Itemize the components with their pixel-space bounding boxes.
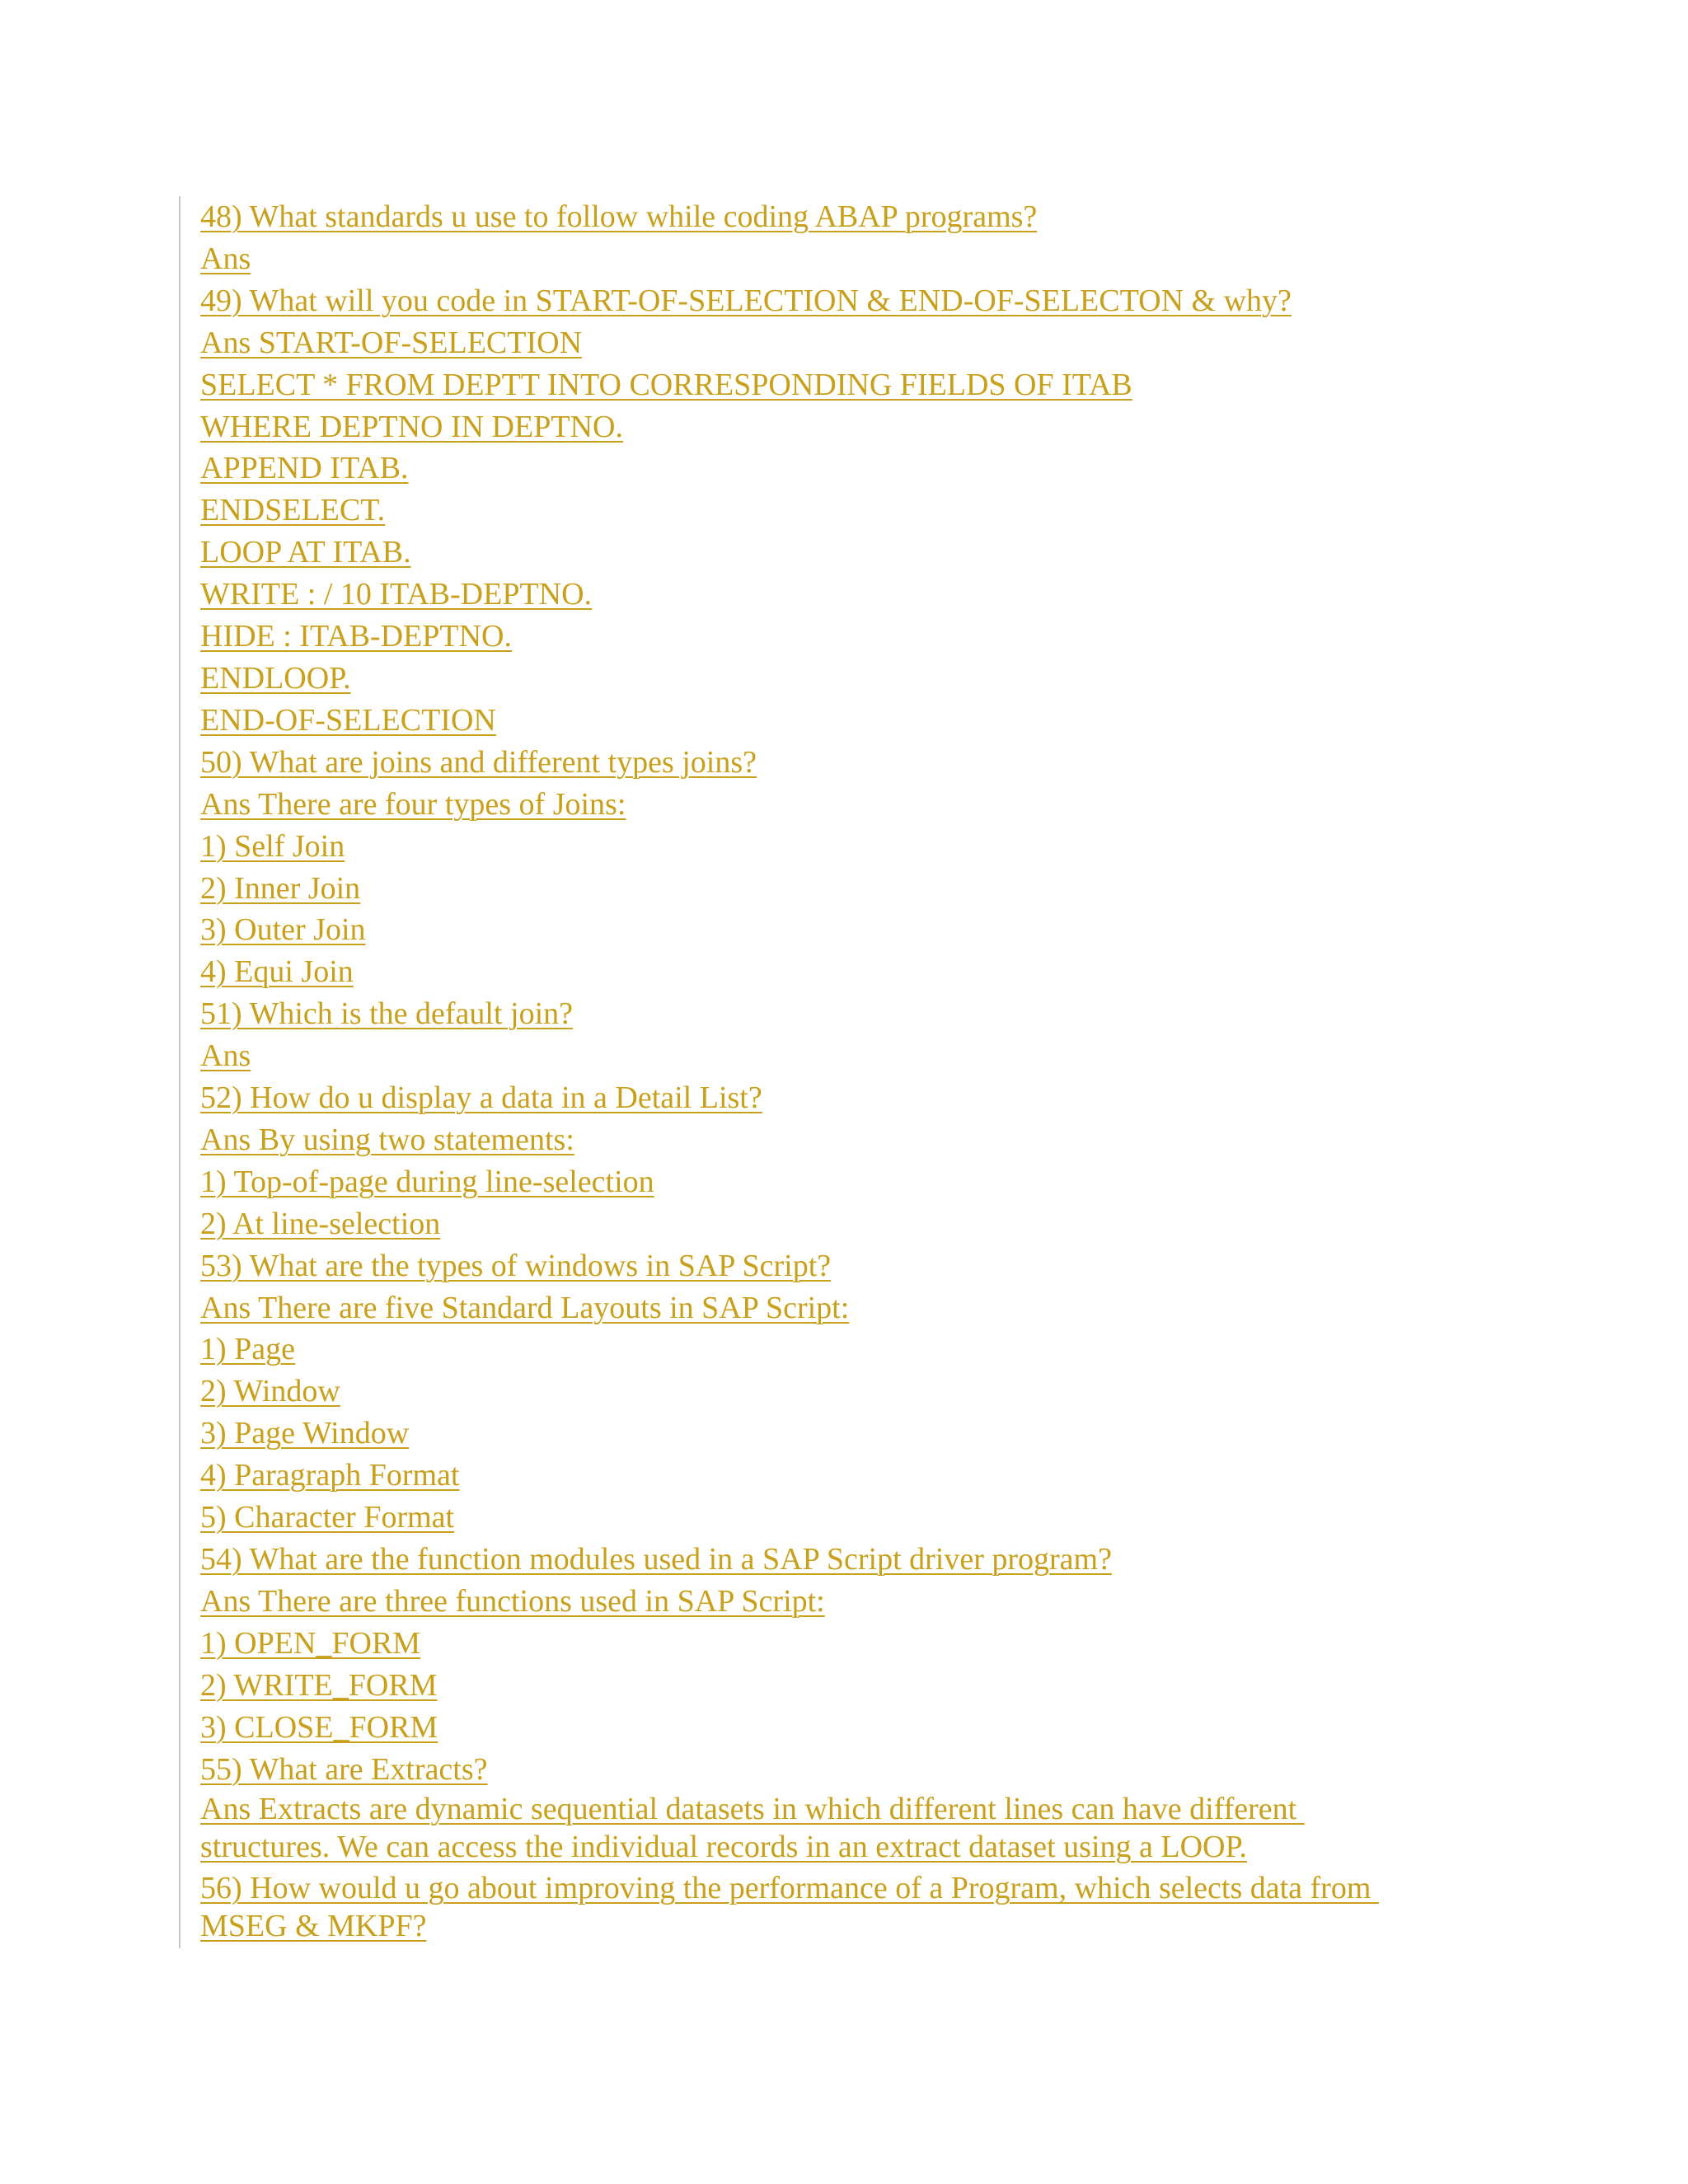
code-line[interactable]: APPEND ITAB. — [200, 451, 409, 486]
list-item[interactable]: 2) WRITE_FORM — [200, 1667, 438, 1703]
question-answer-list — [179, 196, 1503, 1948]
question-51[interactable]: 51) Which is the default join? — [200, 996, 574, 1032]
list-item[interactable]: 3) Outer Join — [200, 912, 366, 948]
code-line[interactable]: WHERE DEPTNO IN DEPTNO. — [200, 409, 623, 444]
question-56-line-2[interactable]: MSEG & MKPF? — [200, 1909, 427, 1944]
question-54[interactable]: 54) What are the function modules used in a SAP Script driver program? — [200, 1542, 1112, 1577]
code-line[interactable]: HIDE : ITAB-DEPTNO. — [200, 619, 512, 654]
question-48[interactable]: 48) What standards u use to follow while coding ABAP programs? — [200, 199, 1038, 234]
question-56-line-1[interactable]: 56) How would u go about improving the performance of a Program, which selects data from — [200, 1871, 1379, 1906]
list-item[interactable]: 1) OPEN_FORM — [200, 1625, 421, 1661]
code-line[interactable]: ENDSELECT. — [200, 493, 386, 528]
answer-55-line-2[interactable]: structures. We can access the individual records in an extract dataset using a LOOP. — [200, 1830, 1247, 1865]
code-line[interactable]: WRITE : / 10 ITAB-DEPTNO. — [200, 577, 593, 612]
question-49[interactable]: 49) What will you code in START-OF-SELECTION & END-OF-SELECTON & why? — [200, 283, 1292, 318]
code-line[interactable]: ENDLOOP. — [200, 660, 351, 696]
answer-51[interactable]: Ans — [200, 1038, 251, 1074]
answer-53[interactable]: Ans There are five Standard Layouts in SAP Script: — [200, 1290, 850, 1325]
question-50[interactable]: 50) What are joins and different types joins? — [200, 744, 757, 780]
answer-52[interactable]: Ans By using two statements: — [200, 1122, 574, 1157]
answer-49-line[interactable]: Ans START-OF-SELECTION — [200, 325, 583, 360]
question-55[interactable]: 55) What are Extracts? — [200, 1751, 488, 1787]
code-line[interactable]: LOOP AT ITAB. — [200, 535, 411, 570]
question-52[interactable]: 52) How do u display a data in a Detail List? — [200, 1080, 762, 1116]
list-item[interactable]: 4) Equi Join — [200, 954, 354, 990]
code-line[interactable]: SELECT * FROM DEPTT INTO CORRESPONDING FIELDS OF ITAB — [200, 367, 1132, 402]
list-item[interactable]: 1) Self Join — [200, 828, 345, 864]
answer-54[interactable]: Ans There are three functions used in SAP Script: — [200, 1583, 825, 1619]
code-line[interactable]: END-OF-SELECTION — [200, 702, 496, 738]
answer-50[interactable]: Ans There are four types of Joins: — [200, 786, 626, 822]
list-item[interactable]: 2) Window — [200, 1374, 340, 1409]
answer-55-line-1[interactable]: Ans Extracts are dynamic sequential datasets in which different lines can have different — [200, 1792, 1305, 1827]
list-item[interactable]: 2) At line-selection — [200, 1206, 441, 1241]
question-53[interactable]: 53) What are the types of windows in SAP Script? — [200, 1248, 832, 1283]
list-item[interactable]: 4) Paragraph Format — [200, 1458, 460, 1493]
list-item[interactable]: 3) Page Window — [200, 1416, 410, 1451]
list-item[interactable]: 1) Top-of-page during line-selection — [200, 1164, 654, 1199]
list-item[interactable]: 2) Inner Join — [200, 870, 361, 906]
list-item[interactable]: 3) CLOSE_FORM — [200, 1709, 438, 1745]
answer-48[interactable]: Ans — [200, 241, 251, 276]
list-item[interactable]: 5) Character Format — [200, 1500, 455, 1535]
list-item[interactable]: 1) Page — [200, 1332, 296, 1367]
